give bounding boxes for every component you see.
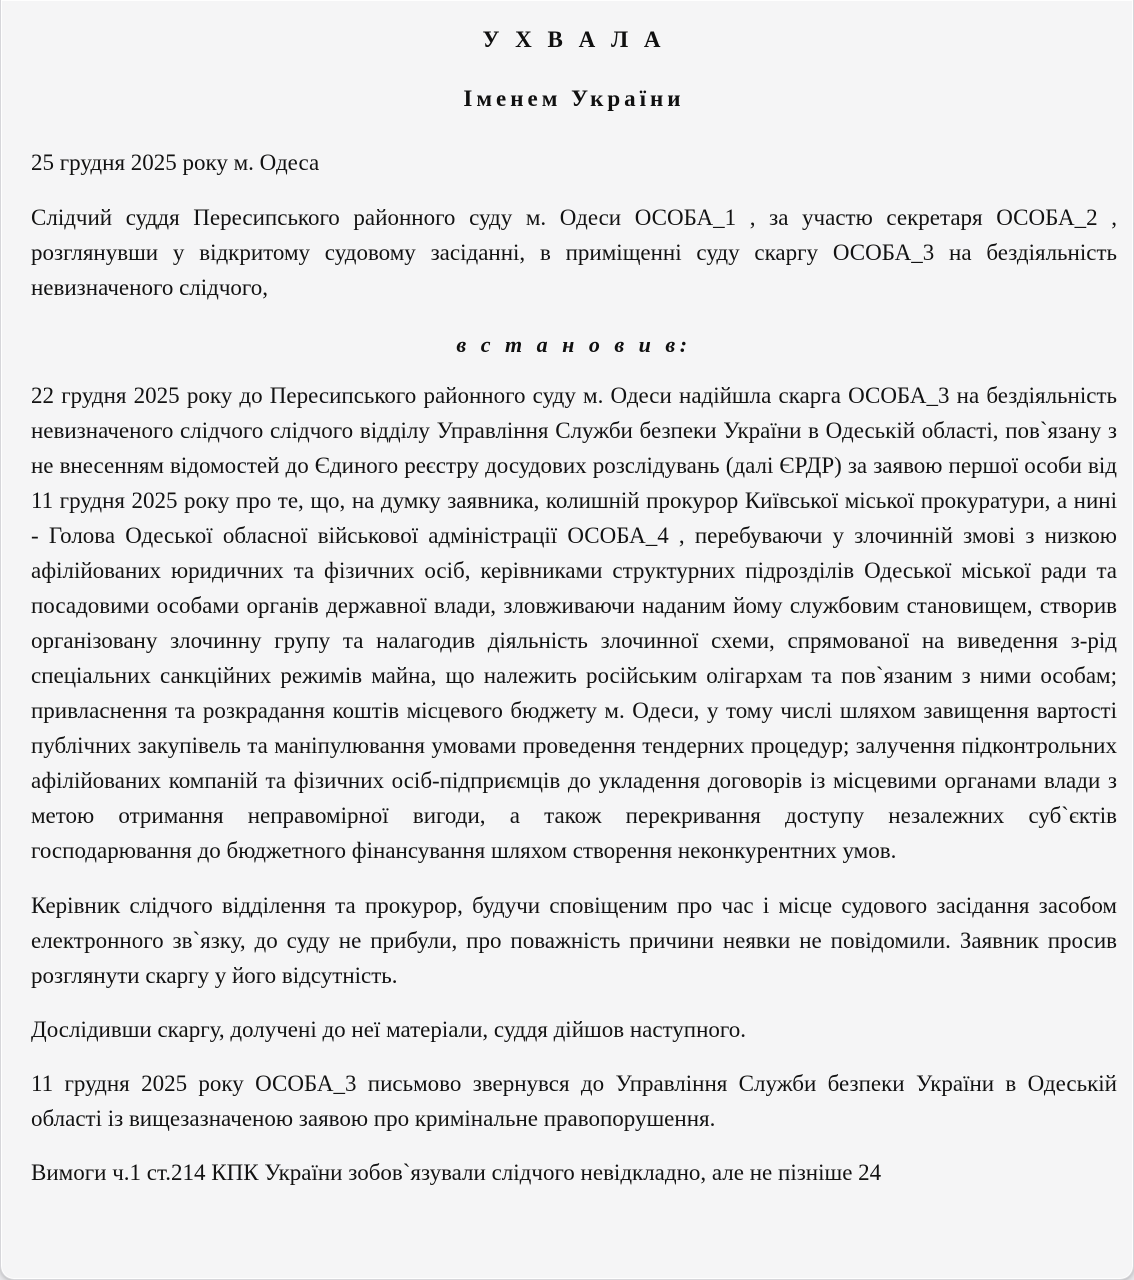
page-title: У Х В А Л А [482, 27, 666, 52]
body-paragraph-2: Керівник слідчого відділення та прокурор, будучи сповіщеним про час і місце судового засідання засобом електронного зв`язку, до суду не прибули, про поважність причини неявки не повідомили. Заявник просив розглянути скаргу у його відсутність. [31, 893, 1117, 988]
date-and-place-line: 25 грудня 2025 року м. Одеса [31, 149, 320, 175]
section-heading-established: в с т а н о в и в: [456, 331, 692, 357]
document-subtitle: Іменем України [463, 85, 685, 111]
preamble-paragraph: Слідчий суддя Пересипського районного суду м. Одеси ОСОБА_1 , за участю секретаря ОСОБА_2 , розглянувши у відкритому судовому засіданні, в приміщенні суду скаргу ОСОБА_3 на бездіяльність невизначеного слідчого, [31, 204, 1117, 300]
document-body [31, 0, 1117, 1194]
body-paragraph-5: Вимоги ч.1 ст.214 КПК України зобов`язували слідчого невідкладно, але не пізніше 24 [31, 1160, 882, 1185]
body-paragraph-3: Дослідивши скаргу, долучені до неї матеріали, суддя дійшов наступного. [31, 1017, 747, 1042]
body-paragraph-4: 11 грудня 2025 року ОСОБА_3 письмово звернувся до Управління Служби безпеки України в Одеській області із вищезазначеною заявою про кримінальне правопорушення. [31, 1071, 1117, 1131]
body-paragraph-1: 22 грудня 2025 року до Пересипського районного суду м. Одеси надійшла скарга ОСОБА_3 на бездіяльність невизначеного слідчого слідчого відділу Управління Служби безпеки України в Одеській області, пов`язану з не внесенням відомостей до Єдиного реєстру досудових розслідувань (далі ЄРДР) за заявою першої особи від 11 грудня 2025 року про те, що, на думку заявника, колишній прокурор Київської міської прокуратури, а нині - Голова Одеської обласної військової адміністрації ОСОБА_4 , перебуваючи у злочинній змові з низкою афілійованих юридичних та фізичних осіб, керівниками структурних підрозділів Одеської міської ради та посадовими особами органів державної влади, зловживаючи наданим йому службовим становищем, створив організовану злочинну групу та налагодив діяльність злочинної схеми, спрямованої на виведення з-рід спеціальних санкційних режимів майна, що належить російським олігархам та пов`язаним з ними особам; привласнення та розкрадання коштів місцевого бюджету м. Одеси, у тому числі шляхом завищення вартості публічних закупівель та маніпулювання умовами проведення тендерних процедур; залучення підконтрольних афілійованих компаній та фізичних осіб-підприємців до укладення договорів із місцевими органами влади з метою отримання неправомірної вигоди, а також перекривання доступу незалежних суб`єктів господарювання до бюджетного фінансування шляхом створення неконкурентних умов. [31, 383, 1117, 863]
